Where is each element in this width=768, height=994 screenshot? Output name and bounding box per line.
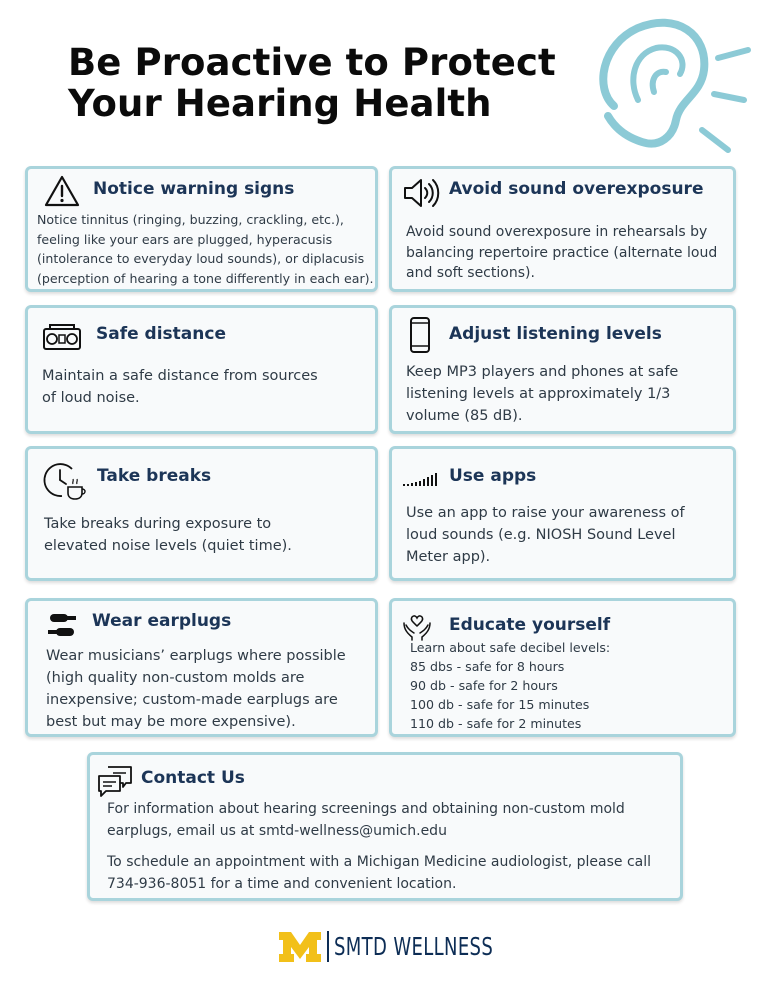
- text-line: To schedule an appointment with a Michigan Medicine audiologist, please call: [107, 854, 651, 870]
- page-title-line-1: Be Proactive to Protect: [68, 41, 556, 84]
- boombox-icon: [42, 323, 82, 351]
- card-take-breaks: [25, 446, 378, 581]
- page-title-line-2: Your Hearing Health: [68, 82, 492, 125]
- text-line: 100 db - safe for 15 minutes: [410, 696, 590, 712]
- clock-coffee-icon: [42, 459, 90, 501]
- text-line: 85 dbs - safe for 8 hours: [410, 658, 565, 674]
- card-heading: Educate yourself: [449, 615, 611, 635]
- text-line: listening levels at approximately 1/3: [406, 386, 671, 402]
- text-line: feeling like your ears are plugged, hyperacusis: [37, 231, 333, 247]
- warning-triangle-icon: [44, 175, 80, 207]
- card-body: [410, 639, 735, 734]
- text-line: Notice tinnitus (ringing, buzzing, crackling, etc.),: [37, 212, 344, 227]
- text-line: (intolerance to everyday loud sounds), or diplacusis: [37, 251, 365, 267]
- text-line: balancing repertoire practice (alternate loud: [406, 244, 718, 261]
- card-safe-distance: [25, 305, 378, 434]
- text-line: Take breaks during exposure to: [44, 516, 272, 532]
- card-heading: Adjust listening levels: [449, 324, 662, 344]
- card-body: [406, 502, 736, 568]
- card-contact-us: [87, 752, 683, 901]
- card-adjust-listening-levels: [389, 305, 736, 434]
- card-heading: Notice warning signs: [93, 179, 295, 199]
- card-notice-warning-signs: [25, 166, 378, 292]
- text-line: Wear musicians’ earplugs where possible: [46, 648, 346, 664]
- brand-name: SMTD WELLNESS: [334, 932, 494, 961]
- text-line: loud sounds (e.g. NIOSH Sound Level: [406, 527, 676, 543]
- text-line: Meter app).: [406, 549, 491, 565]
- card-heading: Take breaks: [97, 466, 212, 486]
- card-heading: Contact Us: [141, 768, 245, 788]
- text-line: of loud noise.: [42, 390, 140, 406]
- logo-divider: [327, 931, 329, 962]
- card-educate-yourself: [389, 598, 736, 737]
- text-line: 110 db - safe for 2 minutes: [410, 715, 582, 731]
- text-line: Keep MP3 players and phones at safe: [406, 364, 679, 380]
- text-line: (perception of hearing a tone differently in each ear).: [37, 270, 374, 286]
- card-avoid-sound-overexposure: [389, 166, 736, 292]
- block-m-logo: [278, 931, 322, 963]
- text-line: volume (85 dB).: [406, 408, 523, 424]
- text-line: 734-936-8051 for a time and convenient location.: [107, 876, 457, 892]
- earplugs-icon: [46, 611, 78, 641]
- card-body: [406, 222, 736, 284]
- card-body: [44, 513, 364, 557]
- phone-icon: [409, 316, 431, 354]
- card-body: [42, 365, 362, 409]
- chat-bubbles-icon: [96, 764, 134, 800]
- page-title: [68, 42, 608, 124]
- smtd-wellness-logo: [278, 928, 508, 966]
- card-body: [37, 210, 379, 288]
- card-wear-earplugs: [25, 598, 378, 737]
- text-line: Use an app to raise your awareness of: [406, 505, 685, 521]
- ear-icon: [580, 8, 756, 158]
- card-body: [406, 361, 736, 427]
- card-body: [107, 798, 682, 895]
- text-line: inexpensive; custom-made earplugs are: [46, 692, 338, 708]
- card-heading: Safe distance: [96, 324, 226, 344]
- text-line: and soft sections).: [406, 265, 535, 281]
- text-line: 90 db - safe for 2 hours: [410, 677, 558, 693]
- card-heading: Use apps: [449, 466, 537, 486]
- hands-heart-icon: [402, 613, 432, 641]
- text-line: Avoid sound overexposure in rehearsals by: [406, 224, 708, 240]
- speaker-icon: [402, 177, 440, 209]
- card-body: [46, 645, 378, 733]
- sound-level-bars-icon: [402, 471, 440, 487]
- text-line: best but may be more expensive).: [46, 714, 296, 730]
- card-heading: Avoid sound overexposure: [449, 179, 704, 199]
- text-line: elevated noise levels (quiet time).: [44, 538, 292, 554]
- text-line: Maintain a safe distance from sources: [42, 368, 318, 384]
- text-line: (high quality non-custom molds are: [46, 670, 305, 686]
- text-line: For information about hearing screenings and obtaining non-custom mold: [107, 801, 625, 817]
- card-heading: Wear earplugs: [92, 611, 232, 631]
- card-use-apps: [389, 446, 736, 581]
- text-line: earplugs, email us at smtd-wellness@umich.edu: [107, 823, 447, 839]
- text-line: Learn about safe decibel levels:: [410, 640, 611, 655]
